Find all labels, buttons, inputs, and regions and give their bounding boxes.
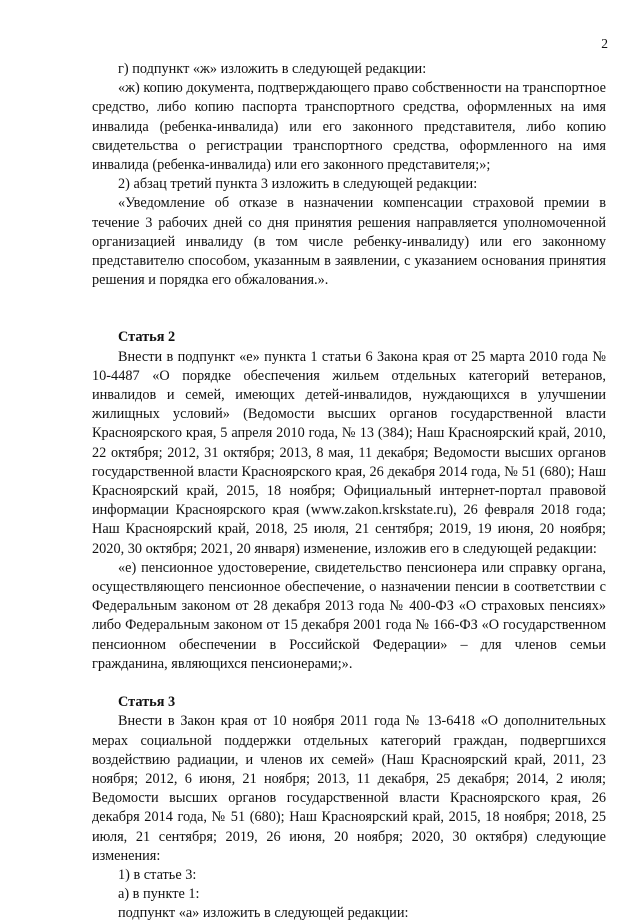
paragraph: «е) пенсионное удостоверение, свидетельство пенсионера или справку органа, осуществляющего пенсионное обеспечение, о назначении пенсии в соответствии с Федеральным законом от 28 декабря 2013 года № 400-ФЗ «О страховых пенсиях» либо Федеральным законом от 15 декабря 2001 года № 166-ФЗ «О государственном пенсионном обеспечении в Российской Федерации» – для членов семьи гражданина, являющихся пенсионерами;». xyxy=(92,559,606,672)
paragraph: а) в пункте 1: xyxy=(118,886,200,903)
paragraph: «Уведомление об отказе в назначении компенсации страховой премии в течение 3 рабочих дней со дня принятия решения направляется уполномоченной организацией инвалиду (в том числе ребенку-инвалиду) или его законному представителю способом, указанным в заявлении, с указанием основания принятия решения и порядка его обжалования.». xyxy=(92,195,606,289)
paragraph: подпункт «а» изложить в следующей редакции: xyxy=(118,905,409,922)
paragraph: Внести в подпункт «е» пункта 1 статьи 6 Закона края от 25 марта 2010 года № 10-4487 «О порядке обеспечения жильем отдельных категорий ветеранов, инвалидов и семей, имеющих детей-инвалидов, нуждающихся в улучшении жилищных условий» (Ведомости высших органов государственной власти Красноярского края, 5 апреля 2010 года, № 13 (384); Наш Красноярский край, 2010, 22 октября; 2012, 31 октября; 2013, 8 мая, 11 декабря; Ведомости высших органов государственной власти Красноярского края, 26 декабря 2014 года, № 51 (680); Наш Красноярский край, 2015, 18 ноября; Официальный интернет-портал правовой информации Красноярского края (www.zakon.krskstate.ru), 26 февраля 2018 года; Наш Красноярский край, 2018, 25 июля, 21 сентября; 2019, 19 июня, 20 ноября; 2020, 30 октября; 2021, 20 января) изменение, изложив его в следующей редакции: xyxy=(92,348,606,557)
page-number: 2 xyxy=(601,36,608,51)
paragraph: 1) в статье 3: xyxy=(118,866,197,883)
document-body xyxy=(92,60,606,924)
paragraph: Внести в Закон края от 10 ноября 2011 года № 13-6418 «О дополнительных мерах социальной поддержки отдельных категорий граждан, подвергшихся воздействию радиации, и членов их семей» (Наш Красноярский край, 2011, 23 ноября; 2012, 6 июня, 21 ноября; 2013, 11 декабря, 25 декабря; 2014, 2 июля; Ведомости высших органов государственной власти Красноярского края, 26 декабря 2014 года, № 51 (680); Наш Красноярский край, 2015, 18 ноября; 2018, 25 июля, 21 сентября; 2019, 26 июня, 20 ноября; 2020, 30 октября) следующие изменения: xyxy=(92,713,606,864)
article-2-heading: Статья 2 xyxy=(118,329,176,346)
article-3-heading: Статья 3 xyxy=(118,694,176,711)
paragraph: «ж) копию документа, подтверждающего право собственности на транспортное средство, либо копию паспорта транспортного средства, оформленных на имя инвалида (ребенка-инвалида) или его законного представителя, либо копию свидетельства о регистрации транспортного средства, оформленного на имя инвалида (ребенка-инвалида) или его законного представителя;»; xyxy=(92,80,606,174)
paragraph: г) подпункт «ж» изложить в следующей редакции: xyxy=(118,61,427,77)
paragraph: 2) абзац третий пункта 3 изложить в следующей редакции: xyxy=(118,176,478,193)
